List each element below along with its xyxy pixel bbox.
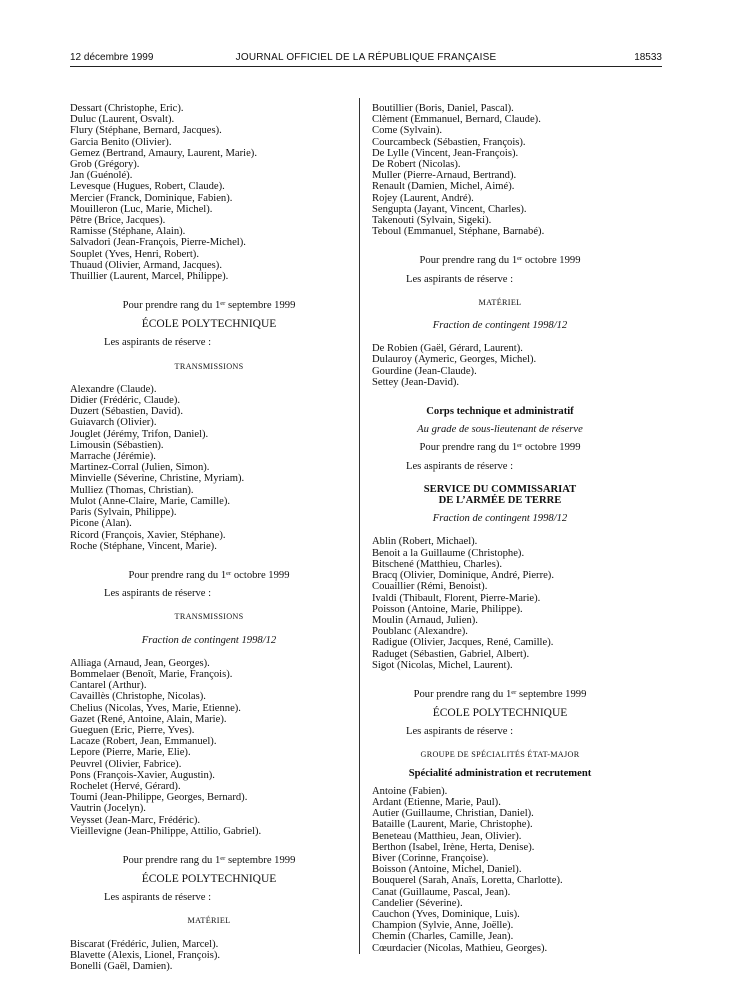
list-item: Courcambeck (Sébastien, François). — [372, 136, 526, 148]
list-item: Biver (Corinne, Françoise). — [372, 852, 489, 864]
list-item: Mercier (Franck, Dominique, Fabien). — [70, 192, 233, 204]
list-item: Toumi (Jean-Philippe, Georges, Bernard). — [70, 792, 248, 804]
aspirants-label: Les aspirants de réserve : — [104, 337, 212, 349]
list-item: Poisson (Antoine, Marie, Philippe). — [372, 603, 523, 615]
list-item: Cantarel (Arthur). — [70, 680, 147, 692]
grade-label: Au grade de sous-lieutenant de réserve — [417, 424, 583, 436]
list-item: Clèment (Emmanuel, Bernard, Claude). — [372, 114, 541, 126]
section-heading: ÉCOLE POLYTECHNIQUE — [141, 318, 277, 331]
list-item: Dulauroy (Aymeric, Georges, Michel). — [372, 354, 537, 366]
list-item: Come (Sylvain). — [372, 125, 443, 137]
left-column — [70, 103, 348, 972]
list-item: Radigue (Olivier, Jacques, René, Camille). — [372, 637, 554, 649]
list-item: Champion (Sylvie, Anne, Joëlle). — [372, 920, 514, 932]
list-item: Jouglet (Jérémy, Trifon, Daniel). — [70, 428, 209, 440]
list-item: Duzert (Sébastien, David). — [70, 406, 183, 418]
section-heading: ÉCOLE POLYTECHNIQUE — [432, 707, 568, 720]
name-list — [372, 536, 628, 670]
list-item: Bommelaer (Benoît, Marie, François). — [70, 668, 233, 680]
list-item: Bouquerel (Sarah, Anaïs, Loretta, Charlotte). — [372, 875, 563, 887]
subsection-heading: TRANSMISSIONS — [174, 361, 244, 371]
list-item: Mouilleron (Luc, Marie, Michel). — [70, 203, 213, 215]
list-item: Pons (François-Xavier, Augustin). — [70, 769, 215, 781]
list-item: Alliaga (Arnaud, Jean, Georges). — [70, 657, 210, 669]
list-item: Boutillier (Boris, Daniel, Pascal). — [372, 103, 514, 114]
list-item: Canat (Guillaume, Pascal, Jean). — [372, 886, 511, 898]
list-item: Rochelet (Hervé, Gérard). — [70, 780, 181, 792]
list-item: Mulot (Anne-Claire, Marie, Camille). — [70, 495, 231, 507]
aspirants-label: Les aspirants de réserve : — [104, 892, 212, 904]
list-item: Gemez (Bertrand, Amaury, Laurent, Marie). — [70, 147, 257, 159]
list-item: Ricord (François, Xavier, Stéphane). — [70, 529, 226, 541]
list-item: Veysset (Jean-Marc, Frédéric). — [70, 814, 201, 826]
name-list — [372, 343, 628, 388]
list-item: Chelius (Nicolas, Yves, Marie, Etienne). — [70, 702, 241, 714]
list-item: Lacaze (Robert, Jean, Emmanuel). — [70, 736, 217, 748]
list-item: Vieillevigne (Jean-Philippe, Attilio, Gabriel). — [70, 825, 262, 837]
aspirants-label: Les aspirants de réserve : — [104, 588, 212, 600]
list-item: Levesque (Hugues, Robert, Claude). — [70, 181, 225, 193]
right-column — [372, 103, 628, 954]
list-item: Raduget (Sébastien, Gabriel, Albert). — [372, 648, 530, 660]
list-item: Mulliez (Thomas, Christian). — [70, 484, 194, 496]
service-heading-line1: SERVICE DU COMMISSARIAT — [423, 483, 577, 495]
list-item: Bataille (Laurent, Marie, Christophe). — [372, 819, 533, 831]
list-item: Bracq (Olivier, Dominique, André, Pierre). — [372, 570, 554, 582]
list-item: Biscarat (Frédéric, Julien, Marcel). — [70, 938, 219, 950]
list-item: Cœurdacier (Nicolas, Mathieu, Georges). — [372, 942, 548, 954]
list-item: Thuillier (Laurent, Marcel, Philippe). — [70, 271, 229, 283]
list-item: Teboul (Emmanuel, Stéphane, Barnabé). — [372, 226, 545, 238]
journal-title: JOURNAL OFFICIEL DE LA RÉPUBLIQUE FRANÇAISE — [235, 52, 497, 63]
list-item: Boisson (Antoine, Michel, Daniel). — [372, 864, 522, 876]
list-item: Duluc (Laurent, Osvalt). — [70, 114, 175, 126]
list-item: Jan (Guénolé). — [70, 170, 133, 182]
list-item: Ablin (Robert, Michael). — [372, 536, 478, 548]
list-item: Antoine (Fabien). — [372, 785, 448, 797]
section-heading: ÉCOLE POLYTECHNIQUE — [141, 873, 277, 886]
rang-line: Pour prendre rang du 1er octobre 1999 — [419, 255, 581, 267]
list-item: Souplet (Yves, Henri, Robert). — [70, 248, 199, 260]
header-date: 12 décembre 1999 — [70, 52, 154, 63]
list-item: Alexandre (Claude). — [70, 383, 157, 395]
list-item: Lepore (Pierre, Marie, Elie). — [70, 747, 191, 759]
list-item: Poublanc (Alexandre). — [372, 626, 468, 638]
list-item: Ivaldi (Thibault, Florent, Pierre-Marie). — [372, 592, 541, 604]
fraction-label: Fraction de contingent 1998/12 — [432, 513, 568, 525]
list-item: Martinez-Corral (Julien, Simon). — [70, 462, 210, 474]
list-item: De Robert (Nicolas). — [372, 159, 461, 171]
list-item: Renault (Damien, Michel, Aimé). — [372, 181, 515, 193]
list-item: Paris (Sylvain, Philippe). — [70, 507, 177, 519]
list-item: Didier (Frédéric, Claude). — [70, 395, 181, 407]
list-item: Candelier (Séverine). — [372, 897, 463, 909]
list-item: Beneteau (Matthieu, Jean, Olivier). — [372, 830, 522, 842]
list-item: Garcia Benito (Olivier). — [70, 136, 172, 148]
list-item: Sengupta (Jayant, Vincent, Charles). — [372, 203, 527, 215]
service-heading-line2: DE L’ARMÉE DE TERRE — [438, 495, 562, 507]
rang-line: Pour prendre rang du 1er septembre 1999 — [122, 854, 296, 866]
list-item: Grob (Grégory). — [70, 159, 140, 171]
list-item: Cauchon (Yves, Dominique, Luis). — [372, 908, 520, 920]
list-item: Takenouti (Sylvain, Sigeki). — [372, 215, 492, 227]
aspirants-label: Les aspirants de réserve : — [406, 273, 514, 285]
list-item: Minvielle (Séverine, Christine, Myriam). — [70, 473, 245, 485]
list-item: Ardant (Etienne, Marie, Paul). — [372, 796, 501, 808]
list-item: Peuvrel (Olivier, Fabrice). — [70, 758, 182, 770]
list-item: Settey (Jean-David). — [372, 376, 460, 388]
list-item: Moulin (Arnaud, Julien). — [372, 614, 478, 626]
fraction-label: Fraction de contingent 1998/12 — [141, 634, 277, 646]
page-header — [70, 52, 662, 66]
rang-line: Pour prendre rang du 1er septembre 1999 — [122, 300, 296, 312]
list-item: Limousin (Sébastien). — [70, 439, 164, 451]
subsection-heading: TRANSMISSIONS — [174, 612, 244, 622]
name-list — [372, 103, 628, 237]
name-list — [70, 939, 348, 973]
list-item: Gazet (René, Antoine, Alain, Marie). — [70, 713, 227, 725]
list-item: De Lylle (Vincent, Jean-François). — [372, 147, 519, 159]
list-item: Guiavarch (Olivier). — [70, 417, 157, 429]
subsection-heading: MATÉRIEL — [478, 297, 522, 307]
rang-line: Pour prendre rang du 1er octobre 1999 — [128, 569, 290, 581]
rang-line: Pour prendre rang du 1er septembre 1999 — [413, 688, 587, 700]
list-item: Thuaud (Olivier, Armand, Jacques). — [70, 259, 222, 271]
list-item: Picone (Alan). — [70, 518, 132, 530]
list-item: Ramisse (Stéphane, Alain). — [70, 226, 186, 238]
aspirants-label: Les aspirants de réserve : — [406, 726, 514, 738]
rang-line: Pour prendre rang du 1er octobre 1999 — [419, 442, 581, 454]
list-item: Blavette (Alexis, Lionel, François). — [70, 949, 221, 961]
fraction-label: Fraction de contingent 1998/12 — [432, 320, 568, 332]
corps-heading: Corps technique et administratif — [426, 406, 574, 418]
list-item: Gueguen (Eric, Pierre, Yves). — [70, 724, 195, 736]
list-item: Vautrin (Jocelyn). — [70, 803, 146, 815]
list-item: Bonelli (Gaël, Damien). — [70, 960, 173, 972]
list-item: Muller (Pierre-Arnaud, Bertrand). — [372, 170, 517, 182]
list-item: Bitschené (Matthieu, Charles). — [372, 558, 503, 570]
name-list — [70, 103, 348, 282]
name-list — [372, 786, 628, 954]
column-divider — [359, 98, 360, 954]
list-item: Benoit a la Guillaume (Christophe). — [372, 547, 525, 559]
list-item: Gourdine (Jean-Claude). — [372, 365, 477, 377]
list-item: Rojey (Laurent, André). — [372, 192, 474, 204]
subsection-heading: MATÉRIEL — [187, 916, 231, 926]
list-item: Chemin (Charles, Camille, Jean). — [372, 931, 514, 943]
list-item: Couaillier (Rémi, Benoist). — [372, 581, 488, 593]
name-list — [70, 658, 348, 837]
list-item: Dessart (Christophe, Eric). — [70, 103, 184, 114]
name-list — [70, 384, 348, 552]
list-item: Sigot (Nicolas, Michel, Laurent). — [372, 659, 513, 671]
list-item: Berthon (Isabel, Irène, Herta, Denise). — [372, 841, 535, 853]
header-rule — [70, 66, 662, 67]
list-item: Flury (Stéphane, Bernard, Jacques). — [70, 125, 222, 137]
aspirants-label: Les aspirants de réserve : — [406, 460, 514, 472]
specialite-heading: Spécialité administration et recrutement — [408, 767, 592, 779]
list-item: Cavaillès (Christophe, Nicolas). — [70, 691, 206, 703]
list-item: Autier (Guillaume, Christian, Daniel). — [372, 808, 534, 820]
list-item: Roche (Stéphane, Vincent, Marie). — [70, 540, 217, 552]
list-item: Salvadori (Jean-François, Pierre-Michel). — [70, 237, 246, 249]
page-number: 18533 — [634, 52, 662, 63]
groupe-heading: GROUPE DE SPÉCIALITÉS ÉTAT-MAJOR — [420, 750, 580, 760]
list-item: Pêtre (Brice, Jacques). — [70, 215, 166, 227]
list-item: Marrache (Jérémie). — [70, 451, 156, 463]
list-item: De Robien (Gaël, Gérard, Laurent). — [372, 343, 523, 355]
